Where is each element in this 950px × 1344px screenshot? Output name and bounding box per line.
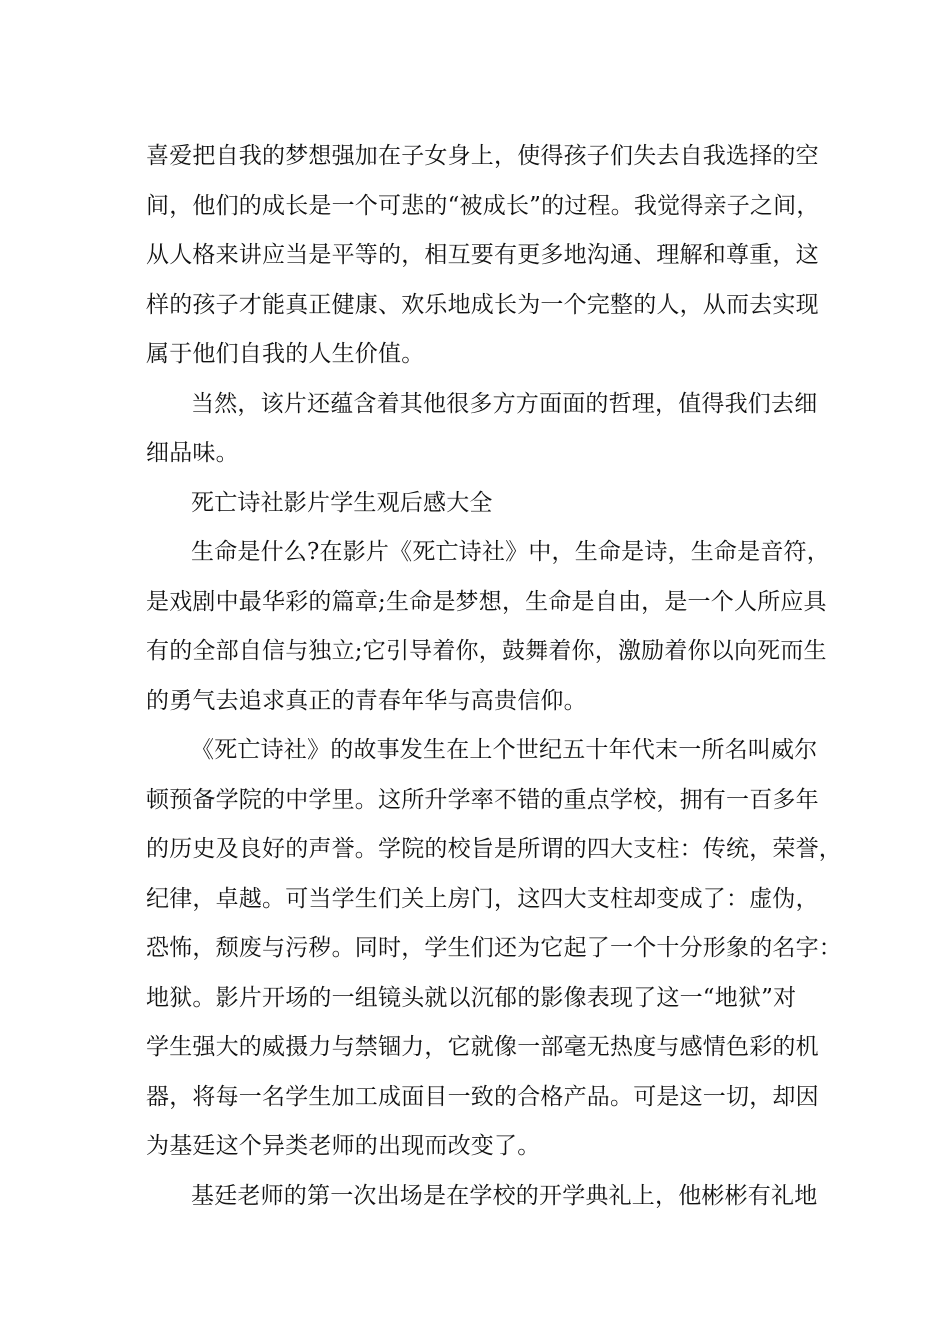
text-line: 样的孩子才能真正健康、欢乐地成长为一个完整的人，从而去实现 — [146, 291, 819, 318]
text-line: 有的全部自信与独立;它引导着你，鼓舞着你，激励着你以向死而生 — [146, 638, 827, 664]
paragraph-start-line: 生命是什么?在影片《死亡诗社》中，生命是诗，生命是音符， — [191, 539, 830, 565]
text-line: 学生强大的威摄力与禁锢力，它就像一部毫无热度与感情色彩的机 — [146, 1034, 819, 1060]
text-line: 细品味。 — [146, 440, 239, 466]
text-line: 从人格来讲应当是平等的，相互要有更多地沟通、理解和尊重，这 — [146, 242, 819, 268]
text-line: 的历史及良好的声誉。学院的校旨是所谓的四大支柱：传统，荣誉， — [146, 836, 842, 862]
paragraph-start-line: 《死亡诗社》的故事发生在上个世纪五十年代末一所名叫威尔 — [191, 737, 818, 763]
paragraph-start-line: 基廷老师的第一次出场是在学校的开学典礼上，他彬彬有礼地 — [191, 1182, 818, 1209]
document-body — [146, 132, 842, 1221]
text-line: 的勇气去追求真正的青春年华与高贵信仰。 — [146, 687, 587, 714]
text-line: 纪律，卓越。可当学生们关上房门，这四大支柱却变成了：虚伪， — [146, 885, 819, 912]
text-line: 喜爱把自我的梦想强加在子女身上，使得孩子们失去自我选择的空 — [146, 143, 819, 169]
text-line: 地狱。影片开场的一组镜头就以沉郁的影像表现了这一“地狱”对 — [146, 984, 797, 1011]
paragraph-start-line: 当然，该片还蕴含着其他很多方方面面的哲理，值得我们去细 — [191, 390, 818, 417]
text-line: 为基廷这个异类老师的出现而改变了。 — [146, 1133, 541, 1159]
text-line: 顿预备学院的中学里。这所升学率不错的重点学校，拥有一百多年 — [146, 786, 819, 813]
text-line: 恐怖，颓废与污秽。同时，学生们还为它起了一个十分形象的名字： — [146, 935, 842, 961]
text-line: 器，将每一名学生加工成面目一致的合格产品。可是这一切，却因 — [146, 1083, 819, 1110]
text-line: 属于他们自我的人生价值。 — [146, 341, 425, 367]
section-heading: 死亡诗社影片学生观后感大全 — [191, 489, 493, 516]
text-line: 是戏剧中最华彩的篇章;生命是梦想，生命是自由，是一个人所应具 — [146, 588, 827, 615]
text-line: 间，他们的成长是一个可悲的“被成长”的过程。我觉得亲子之间， — [146, 192, 820, 219]
